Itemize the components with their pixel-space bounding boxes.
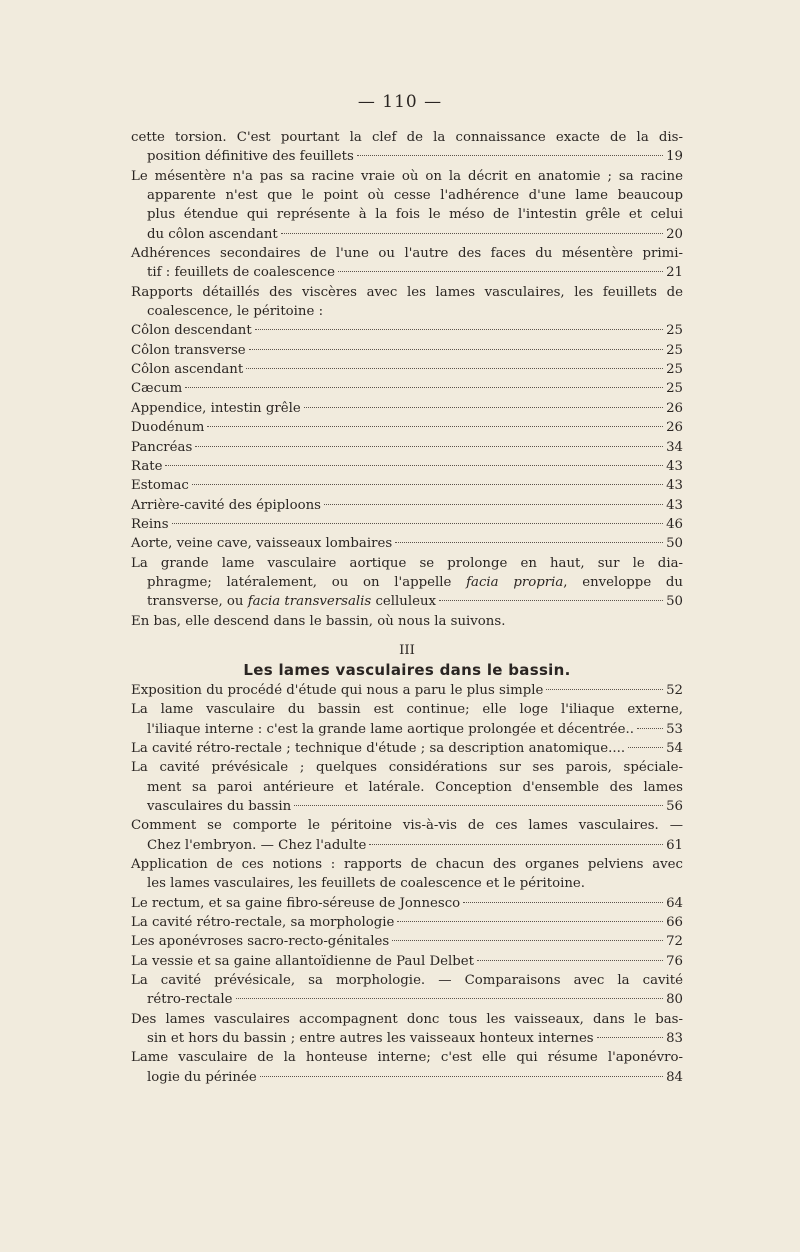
toc-text: Aorte, veine cave, vaisseaux lombaires [131,536,393,552]
dot-leader [246,368,663,369]
dot-leader [357,155,663,156]
toc-entry [131,534,683,553]
toc-text: Appendice, intestin grêle [131,400,301,416]
toc-page-ref: 34 [666,439,683,455]
toc-entry [131,283,683,322]
toc-line: ment sa paroi antérieure et latérale. Conception d'ensemble des lames [147,779,683,795]
toc-text: sin et hors du bassin ; entre autres les vaisseaux honteux internes [147,1031,594,1047]
toc-line: les lames vasculaires, les feuillets de coalescence et le péritoine. [147,876,586,892]
dot-leader [369,844,663,845]
toc-line [131,681,683,700]
toc-line [131,379,683,398]
toc-line [131,1068,683,1087]
toc-page-ref: 50 [666,594,683,610]
toc-italic-term: facia propria [466,574,564,590]
toc-entry [131,758,683,816]
toc-line: Application de ces notions : rapports de chacun des organes pelviens avec [131,857,683,873]
dot-leader [392,940,663,941]
toc-text: La vessie et sa gaine allantoïdienne de Paul Delbet [131,953,474,969]
toc-entry [131,476,683,495]
toc-entry [131,739,683,758]
toc-line [131,418,683,437]
toc-entry [131,816,683,855]
toc-entry [131,379,683,398]
toc-page-ref: 25 [666,381,683,397]
toc-line [131,913,683,932]
dot-leader [207,426,663,427]
toc-text: Pancréas [131,439,193,455]
toc-entry [131,1048,683,1087]
toc-line [131,438,683,457]
toc-text: rétro-rectale [147,992,233,1008]
toc-page-ref: 80 [666,992,683,1008]
toc-text: Arrière-cavité des épiploons [131,497,321,513]
toc-line [131,263,683,282]
toc-text: position définitive des feuillets [147,149,354,165]
toc-page-ref: 25 [666,342,683,358]
toc-text: logie du périnée [147,1069,257,1085]
toc-text: Cæcum [131,381,183,397]
toc-line [131,321,683,340]
toc-text-part: transverse, ou [147,594,248,610]
toc-entry [131,360,683,379]
toc-line: La cavité prévésicale ; quelques considérations sur ses parois, spéciale- [131,760,683,776]
toc-page-ref: 50 [666,536,683,552]
toc-entry [131,321,683,340]
toc-page-ref: 56 [666,799,683,814]
dot-leader [304,407,663,408]
toc-line [131,147,683,166]
toc-entry [131,913,683,932]
toc-line: plus étendue qui représente à la fois le méso de l'intestin grêle et celui [147,207,683,223]
dot-leader [294,805,663,806]
dot-leader [338,271,663,272]
toc-line: La lame vasculaire du bassin est continue; elle loge l'iliaque externe, [131,702,683,718]
toc-line [131,360,683,379]
toc-text: vasculaires du bassin [147,799,292,814]
dot-leader [628,747,663,748]
toc-entry [131,681,683,700]
toc-entry [131,515,683,534]
toc-line [131,534,683,553]
toc-entry [131,894,683,913]
toc-text: Exposition du procédé d'étude qui nous a paru le plus simple [131,682,544,698]
toc-text: Reins [131,516,169,532]
toc-page-ref: 53 [666,721,683,737]
toc-line: La grande lame vasculaire aortique se prolonge en haut, sur le dia- [131,555,683,571]
toc-entry [131,700,683,739]
toc-text: Duodénum [131,420,205,436]
toc-line [131,932,683,951]
section-title: Les lames vasculaires dans le bassin. [243,660,571,679]
toc-page-ref: 66 [666,915,683,931]
dot-leader [397,921,663,922]
table-of-contents [131,128,683,1087]
toc-text: Côlon descendant [131,323,252,339]
dot-leader [165,465,663,466]
dot-leader [185,387,663,388]
toc-entry [131,167,683,244]
dot-leader [439,600,663,601]
toc-line [131,592,683,611]
toc-page-ref: 54 [666,740,683,756]
toc-line: apparente n'est que le point où cesse l'adhérence d'une lame beaucoup [147,188,683,204]
toc-line: coalescence, le péritoine : [147,304,324,320]
toc-page-ref: 61 [666,837,683,853]
toc-line: Adhérences secondaires de l'une ou l'autre des faces du mésentère primi- [131,246,683,262]
dot-leader [637,728,663,729]
toc-line: Le mésentère n'a pas sa racine vraie où on la décrit en anatomie ; sa racine [131,168,683,184]
toc-entry [131,1010,683,1049]
toc-entry [131,341,683,360]
toc-line [131,990,683,1009]
toc-entry [131,418,683,437]
toc-page-ref: 19 [666,149,683,165]
toc-page-ref: 46 [666,516,683,532]
dot-leader [463,902,663,903]
section-number: III [399,642,415,658]
toc-text-part: celluleux [371,594,437,610]
toc-line [131,952,683,971]
dot-leader [281,233,663,234]
toc-text: l'iliaque interne : c'est la grande lame aortique prolongée et décentrée.. [147,721,634,737]
dot-leader [195,446,663,447]
dot-leader [236,998,664,999]
toc-page-ref: 43 [666,497,683,513]
toc-page-ref: 72 [666,934,683,950]
page-number: — 110 — [357,92,443,112]
toc-text: tif : feuillets de coalescence [147,265,335,281]
dot-leader [249,349,663,350]
toc-page-ref: 43 [666,458,683,474]
toc-line: Rapports détaillés des viscères avec les lames vasculaires, les feuillets de [131,284,683,300]
toc-part-2 [131,681,683,1087]
toc-text: du côlon ascendant [147,226,278,242]
toc-text: phragme; latéralement, ou on l'appelle [147,574,467,590]
toc-text: Côlon ascendant [131,362,244,378]
dot-leader [324,504,663,505]
toc-page-ref: 64 [666,895,683,911]
toc-line [131,720,683,739]
toc-line: Lame vasculaire de la honteuse interne; c'est elle qui résume l'aponévro- [131,1050,683,1066]
toc-page-ref: 21 [666,265,683,281]
toc-text: Les aponévroses sacro-recto-génitales [131,934,390,950]
dot-leader [597,1037,663,1038]
toc-line [131,476,683,495]
toc-line [131,399,683,418]
toc-entry [131,457,683,476]
toc-text: Côlon transverse [131,342,246,358]
toc-page-ref: 20 [666,226,683,242]
toc-text: Le rectum, et sa gaine fibro-séreuse de Jonnesco [131,895,461,911]
toc-page-ref: 43 [666,478,683,494]
dot-leader [395,542,663,543]
toc-line [131,573,683,592]
dot-leader [546,689,663,690]
toc-entry [131,399,683,418]
toc-line: cette torsion. C'est pourtant la clef de la connaissance exacte de la dis- [131,130,683,145]
dot-leader [192,484,663,485]
toc-text: Estomac [131,478,189,494]
toc-entry [131,932,683,951]
toc-text: Rate [131,458,163,474]
toc-line [131,496,683,515]
toc-page-ref: 76 [666,953,683,969]
toc-line [131,1029,683,1048]
toc-line [131,457,683,476]
toc-line [131,515,683,534]
toc-entry [131,952,683,971]
toc-entry [131,438,683,457]
toc-text: Chez l'embryon. — Chez l'adulte [147,837,367,853]
toc-page-ref: 52 [666,682,683,698]
toc-line [131,341,683,360]
dot-leader [172,523,664,524]
dot-leader [477,960,663,961]
dot-leader [260,1076,663,1077]
toc-line [131,797,683,816]
toc-line [131,836,683,855]
toc-entry [131,128,683,167]
toc-line [131,739,683,758]
dot-leader [255,329,663,330]
toc-line: Comment se comporte le péritoine vis-à-vis de ces lames vasculaires. — [131,818,683,834]
toc-text [147,592,436,611]
toc-line [131,894,683,913]
toc-text: , enveloppe du [563,574,683,590]
toc-page-ref: 25 [666,323,683,339]
toc-line [131,225,683,244]
toc-entry [131,244,683,283]
toc-page-ref: 84 [666,1069,683,1085]
toc-entry-facia [131,554,683,631]
toc-italic-term: facia transversalis [247,594,372,610]
toc-entry [131,496,683,515]
toc-entry [131,971,683,1010]
toc-page-ref: 26 [666,420,683,436]
toc-page-ref: 26 [666,400,683,416]
toc-part-1 [131,128,683,554]
toc-line: En bas, elle descend dans le bassin, où nous la suivons. [131,613,506,629]
toc-text: La cavité rétro-rectale ; technique d'étude ; sa description anatomique.... [131,740,626,756]
toc-line: La cavité prévésicale, sa morphologie. — Comparaisons avec la cavité [131,973,683,989]
toc-entry [131,855,683,894]
toc-line: Des lames vasculaires accompagnent donc tous les vaisseaux, dans le bas- [131,1011,683,1027]
toc-page-ref: 83 [666,1031,683,1047]
toc-page-ref: 25 [666,362,683,378]
toc-text: La cavité rétro-rectale, sa morphologie [131,915,395,931]
